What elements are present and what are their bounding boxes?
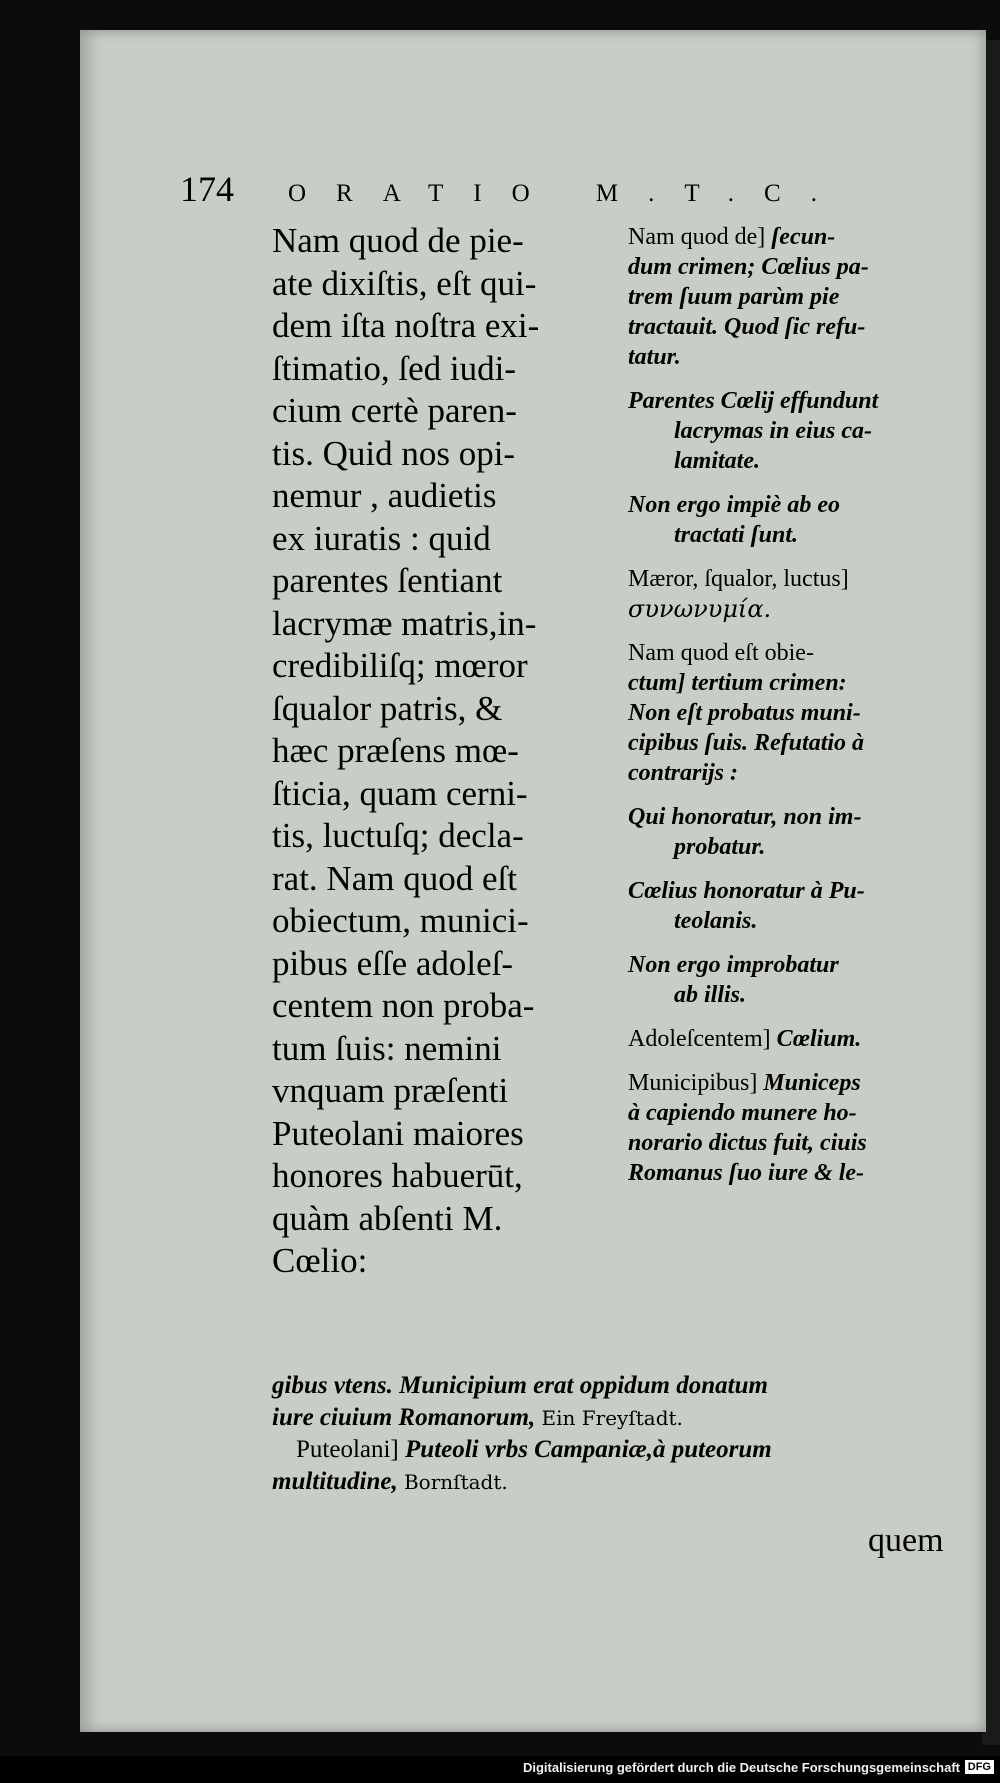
margin-note [628,490,973,550]
margin-note [628,802,973,862]
margin-note [628,876,973,936]
text-line: tis. Quid nos opi- [272,433,516,473]
page-number: 174 [180,169,234,209]
note-gloss: lamitate. [674,448,760,474]
main-text-column [272,220,620,1283]
note-gloss: ctum] tertium crimen: [628,670,847,696]
margin-note [628,1068,973,1188]
note-gloss: iure ciuium Romanorum, [272,1404,536,1431]
note-gloss: trem ſuum parùm pie [628,284,840,310]
text-line: ate dixiſtis, eſt qui- [272,263,537,303]
note-gloss: Municeps [763,1070,861,1096]
note-gloss: Non ergo improbatur [628,952,839,978]
note-gloss: tatur. [628,344,681,370]
note-gloss: à capiendo munere ho- [628,1100,857,1126]
text-line: hæc præſens mœ- [272,731,519,770]
note-gloss: Cœlium. [776,1026,862,1052]
note-lemma: Nam quod eſt obie- [628,640,814,666]
full-note-line [272,1370,972,1402]
text-line: Nam quod de pie- [272,221,524,260]
note-lemma: Puteolani] [296,1436,399,1463]
note-gloss: tractati ſunt. [674,522,799,548]
note-gloss: συνωνυμία. [628,595,772,623]
note-gloss: Cœlius honoratur à Pu- [628,878,865,904]
margin-note [628,638,973,788]
full-note-line [272,1402,972,1434]
text-line: obiectum, munici- [272,901,529,940]
text-line: tum ſuis: nemini [272,1028,502,1068]
text-line: dem iſta noſtra exi- [272,306,540,345]
text-line: tis, luctuſq; decla- [272,816,524,855]
catchword: quem [868,1522,944,1559]
note-gloss: contrarijs : [628,760,739,786]
full-width-notes [272,1370,972,1498]
text-line: centem non proba- [272,986,535,1025]
note-lemma: Nam quod de] [628,224,766,250]
margin-note [628,1024,973,1054]
text-line: quàm abſenti M. [272,1198,503,1238]
text-line: pibus eſſe adoleſ- [272,943,514,983]
note-gloss: dum crimen; Cœlius pa- [628,254,869,280]
note-lemma: Mæror, ſqualor, luctus] [628,566,849,592]
text-line: cium certè paren- [272,391,517,430]
note-gloss: ſecun- [771,224,836,250]
text-line: Puteolani maiores [272,1113,524,1153]
text-line: ex iuratis : quid [272,518,491,558]
dfg-logo: DFG [965,1760,994,1774]
text-line: honores habuerūt, [272,1156,523,1195]
note-gloss: Qui honoratur, non im- [628,804,862,830]
text-line: rat. Nam quod eſt [272,858,517,898]
running-title: ORATIO M.T.C. [288,180,847,207]
text-line: ſticia, quam cerni- [272,773,528,813]
text-line: ſtimatio, ſed iudi- [272,348,516,388]
note-gloss: Parentes Cœlij effundunt [628,388,879,414]
text-line: nemur , audietis [272,476,497,515]
german-gloss: Ein Freyſtadt. [541,1406,683,1430]
note-gloss: ab illis. [674,982,747,1008]
german-gloss: Bornſtadt. [403,1470,508,1494]
text-line: parentes ſentiant [272,561,503,600]
note-gloss: Puteoli vrbs Campaniæ,à puteorum [405,1436,772,1463]
note-gloss: tractauit. Quod ſic refu- [628,314,866,340]
note-gloss: Non ergo impiè ab eo [628,492,840,518]
text-line: credibiliſq; mœror [272,646,528,685]
text-line: ſqualor patris, & [272,688,503,728]
margin-note [628,950,973,1010]
note-gloss: Romanus ſuo iure & le- [628,1160,865,1186]
margin-note [628,564,973,624]
note-gloss: cipibus ſuis. Refutatio à [628,730,865,756]
margin-note [628,386,973,476]
note-gloss: probatur. [674,834,766,860]
full-note-line [272,1466,972,1498]
note-gloss: norario dictus fuit, ciuis [628,1130,867,1156]
note-gloss: multitudine, [272,1468,398,1495]
note-gloss: lacrymas in eius ca- [674,418,872,444]
note-lemma: Adoleſcentem] [628,1026,771,1052]
note-gloss: teolanis. [674,908,758,934]
running-head [180,168,960,210]
text-line: Cœlio: [272,1241,368,1280]
full-note-line [272,1434,972,1466]
margin-note [628,222,973,372]
note-gloss: gibus vtens. Municipium erat oppidum donatum [272,1372,768,1399]
text-line: lacrymæ matris,in- [272,603,537,643]
text-line: vnquam præſenti [272,1071,509,1110]
digitization-credit: Digitalisierung gefördert durch die Deutsche Forschungsgemeinschaft [522,1760,960,1775]
note-lemma: Municipibus] [628,1070,758,1096]
margin-notes [628,222,973,1202]
note-gloss: Non eſt probatus muni- [628,700,861,726]
